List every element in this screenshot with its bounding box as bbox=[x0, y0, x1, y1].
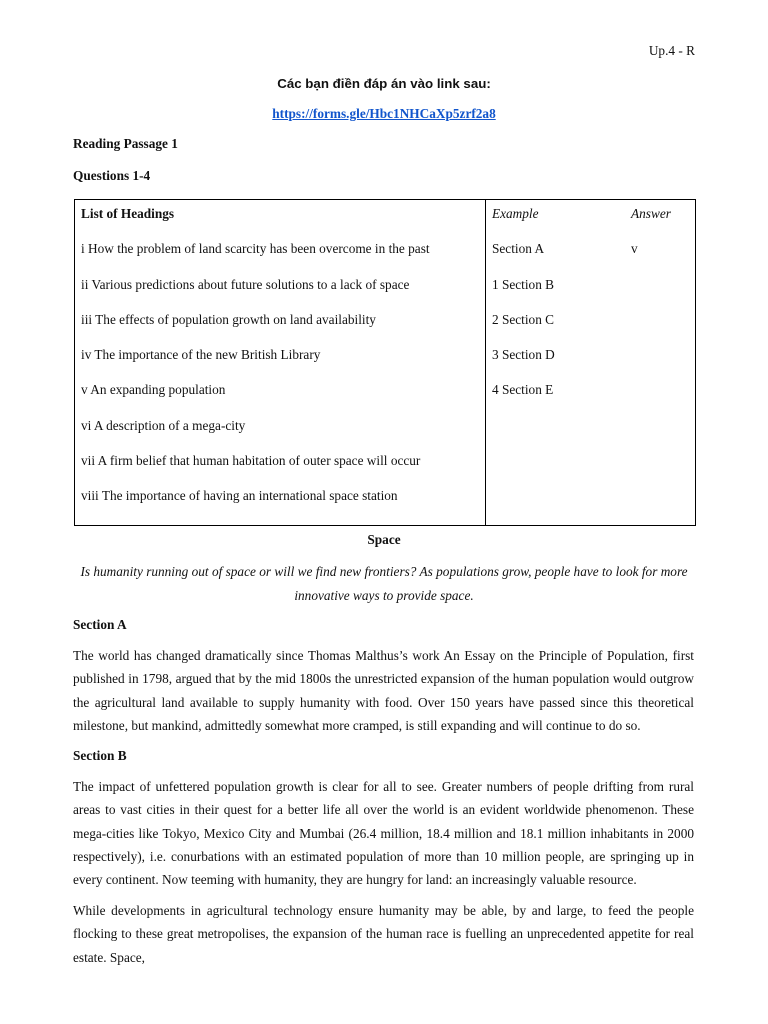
headings-list-cell bbox=[75, 200, 486, 526]
heading-item: ii Various predictions about future solutions to a lack of space bbox=[81, 276, 410, 292]
section-b-paragraph-2: While developments in agricultural technology ensure humanity may be able, by and large, to feed the people flocking to these great metropolises, the expansion of the human race is fuelling an unprecedented appetite for real estate. Space, bbox=[73, 903, 694, 965]
answer-value bbox=[631, 306, 695, 341]
heading-item: i How the problem of land scarcity has been overcome in the past bbox=[81, 241, 430, 257]
answer-row bbox=[486, 271, 695, 306]
heading-item: iii The effects of population growth on land availability bbox=[81, 311, 376, 327]
answer-value bbox=[631, 271, 695, 306]
example-column-header: Example bbox=[492, 206, 539, 221]
section-b-paragraph-1: The impact of unfettered population growth is clear for all to see. Greater numbers of people drifting from rural areas to vast cities in their quest for a better life all over the world is an evident worldwide phenomenon. These mega-cities like Tokyo, Mexico City and Mumbai (26.4 million, 18.4 million and 18.1 million inhabitants in 2000 respectively), i.e. conurbations with an estimated population of more than 10 million people, are springing up in every continent. Now teeming with humanity, they are hungry for land: an increasingly valuable resource. bbox=[73, 779, 694, 888]
section-a-heading: Section A bbox=[73, 617, 127, 632]
section-a-paragraph: The world has changed dramatically since Thomas Malthus’s work An Essay on the Principle of Population, first published in 1798, argued that by the mid 1800s the unrestricted expansion of the human population would outgrow the agricultural land available to supply humanity with food. Over 150 years have passed since this theoretical milestone, but mankind, admittedly somewhat more cramped, is still expanding and will continue to do so. bbox=[73, 648, 694, 733]
section-label: 4 Section E bbox=[492, 382, 554, 398]
headings-table bbox=[74, 199, 696, 526]
article-intro: Is humanity running out of space or will we find new frontiers? As populations grow, people have to look for more innovative ways to provide space. bbox=[80, 564, 688, 603]
answer-row bbox=[486, 376, 695, 411]
section-b-heading: Section B bbox=[73, 748, 127, 763]
section-label: 2 Section C bbox=[492, 311, 555, 327]
answer-form-link[interactable]: https://forms.gle/Hbc1NHCaXp5zrf2a8 bbox=[272, 106, 496, 121]
heading-item: vi A description of a mega-city bbox=[81, 417, 246, 433]
article-title: Space bbox=[367, 532, 401, 547]
answer-column-header: Answer bbox=[631, 206, 671, 221]
answer-value: v bbox=[631, 241, 638, 257]
heading-item: viii The importance of having an international space station bbox=[81, 488, 398, 504]
answers-header-row bbox=[486, 200, 695, 235]
page-code: Up.4 - R bbox=[648, 43, 695, 58]
answer-row bbox=[486, 306, 695, 341]
headings-list-title: List of Headings bbox=[81, 206, 175, 221]
section-label: Section A bbox=[492, 241, 545, 257]
heading-item: iv The importance of the new British Library bbox=[81, 347, 321, 363]
instruction-note: Các bạn điền đáp án vào link sau: bbox=[277, 76, 491, 91]
answers-cell bbox=[486, 200, 696, 526]
heading-item: v An expanding population bbox=[81, 382, 226, 398]
section-label: 3 Section D bbox=[492, 347, 555, 363]
answer-row bbox=[486, 341, 695, 376]
passage-label: Reading Passage 1 bbox=[73, 136, 178, 151]
answer-value bbox=[631, 341, 695, 376]
heading-item: vii A firm belief that human habitation of outer space will occur bbox=[81, 453, 421, 469]
answer-row bbox=[486, 235, 695, 270]
answer-value bbox=[631, 376, 695, 411]
questions-label: Questions 1-4 bbox=[73, 168, 151, 183]
section-label: 1 Section B bbox=[492, 276, 555, 292]
